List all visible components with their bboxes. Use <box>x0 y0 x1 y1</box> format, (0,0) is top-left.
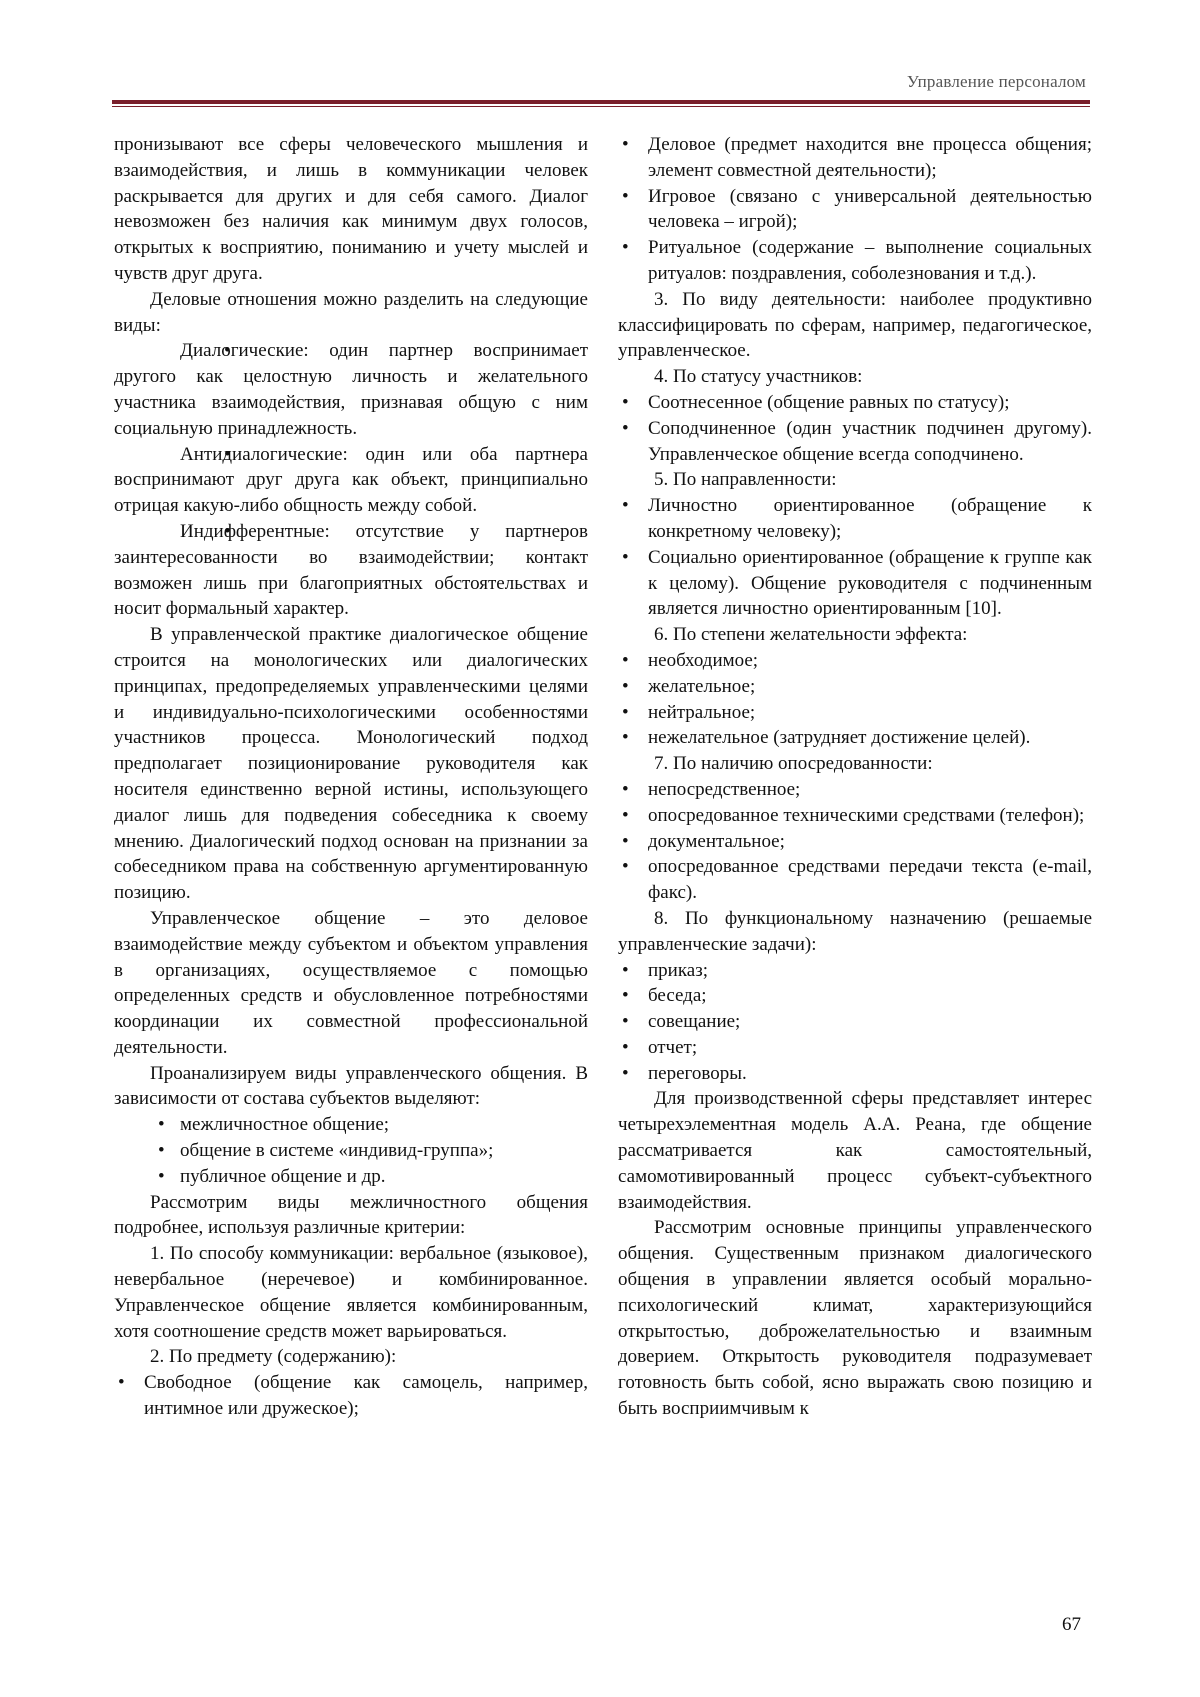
functions-list <box>618 958 1092 1087</box>
list-item: • отчет; <box>618 1035 1092 1061</box>
list-item: • совещание; <box>618 1009 1092 1035</box>
list-item: • общение в системе «индивид-группа»; <box>114 1138 588 1164</box>
list-item: • непосредственное; <box>618 777 1092 803</box>
list-item: • Антидиалогические: один или оба партнера воспринимают друг друга как объект, принципиально отрицая какую-либо общность между собой. <box>114 442 588 519</box>
list-item: • приказ; <box>618 958 1092 984</box>
paragraph: Для производственной сферы представляет интерес четырехэлементная модель А.А. Реана, где общение рассматривается как самостоятельный, самомотивированный процесс субъект-субъектного взаимодействия. <box>618 1088 1092 1213</box>
header-rule-thin <box>112 106 1090 107</box>
paragraph: В управленческой практике диалогическое общение строится на монологических или диалогических принципах, предопределяемых управленческими целями и индивидуально-психологическими особенностями участников процесса. Монологический подход предполагает позиционирование руководителя как носителя единственно верной истины, использующего диалог лишь для подведения собеседника к своему мнению. Диалогический подход основан на признании за собеседником права на собственную аргументированную позицию. <box>114 624 588 904</box>
mediation-list <box>618 777 1092 906</box>
paragraph: Проанализируем виды управленческого общения. В зависимости от состава субъектов выделяют: <box>114 1062 588 1110</box>
subject-content-list <box>114 1370 588 1422</box>
list-item: • Диалогические: один партнер воспринимает другого как целостную личность и желательного участника взаимодействия, признавая общую с ним социальную принадлежность. <box>114 338 588 441</box>
paragraph: 8. По функциональному назначению (решаемые управленческие задачи): <box>618 907 1092 955</box>
right-column <box>618 132 1092 1422</box>
paragraph: Рассмотрим основные принципы управленческого общения. Существенным признаком диалогического общения в управлении является особый морально-психологический климат, характеризующийся открытостью, доброжелательностью и взаимным доверием. Открытость руководителя подразумевает готовность быть собой, ясно выражать свою позицию и быть восприимчивым к <box>618 1217 1092 1420</box>
list-item: • Соподчиненное (один участник подчинен другому). Управленческое общение всегда соподчинено. <box>618 416 1092 468</box>
list-item: • необходимое; <box>618 648 1092 674</box>
left-column <box>114 132 588 1422</box>
list-item: • Деловое (предмет находится вне процесса общения; элемент совместной деятельности); <box>618 132 1092 184</box>
paragraph: 7. По наличию опосредованности: <box>654 753 933 775</box>
list-item: • Игровое (связано с универсальной деятельностью человека – игрой); <box>618 184 1092 236</box>
header-rule <box>112 100 1090 108</box>
list-item: • Индифферентные: отсутствие у партнеров заинтересованности во взаимодействии; контакт возможен лишь при благоприятных обстоятельствах и носит формальный характер. <box>114 519 588 622</box>
list-item: • межличностное общение; <box>114 1112 588 1138</box>
paragraph: Деловые отношения можно разделить на следующие виды: <box>114 288 588 336</box>
subjects-list <box>114 1112 588 1189</box>
list-item: • Личностно ориентированное (обращение к конкретному человеку); <box>618 493 1092 545</box>
list-item: • нежелательное (затрудняет достижение целей). <box>618 725 1092 751</box>
status-list <box>618 390 1092 467</box>
desirability-list <box>618 648 1092 751</box>
list-item: • Ритуальное (содержание – выполнение социальных ритуалов: поздравления, соболезнования и т.д.). <box>618 235 1092 287</box>
list-item: • документальное; <box>618 829 1092 855</box>
list-item: • опосредованное средствами передачи текста (e-mail, факс). <box>618 854 1092 906</box>
list-item: • Соотнесенное (общение равных по статусу); <box>618 390 1092 416</box>
list-item: • переговоры. <box>618 1061 1092 1087</box>
list-item: • опосредованное техническими средствами (телефон); <box>618 803 1092 829</box>
list-item: • нейтральное; <box>618 700 1092 726</box>
subject-content-list-cont <box>618 132 1092 287</box>
paragraph: 5. По направленности: <box>654 469 837 491</box>
paragraph: Управленческое общение – это деловое взаимодействие между субъектом и объектом управления в организациях, осуществляемое с помощью определенных средств и обусловленное потребностями координации их совместной профессиональной деятельности. <box>114 907 588 1058</box>
list-item: • публичное общение и др. <box>114 1164 588 1190</box>
paragraph: 3. По виду деятельности: наиболее продуктивно классифицировать по сферам, например, педагогическое, управленческое. <box>618 288 1092 362</box>
header-rule-thick <box>112 100 1090 104</box>
direction-list <box>618 493 1092 622</box>
page-number: 67 <box>1062 1614 1081 1635</box>
paragraph: пронизывают все сферы человеческого мышления и взаимодействия, и лишь в коммуникации человек раскрывается для других и для себя самого. Диалог невозможен без наличия как минимум двух голосов, открытых к восприятию, пониманию и учету мыслей и чувств друг друга. <box>114 134 588 284</box>
paragraph: Рассмотрим виды межличностного общения подробнее, используя различные критерии: <box>114 1191 588 1239</box>
list-item: • Свободное (общение как самоцель, например, интимное или дружеское); <box>114 1370 588 1422</box>
paragraph: 2. По предмету (содержанию): <box>150 1346 397 1368</box>
list-item: • беседа; <box>618 983 1092 1009</box>
paragraph: 1. По способу коммуникации: вербальное (языковое), невербальное (неречевое) и комбинированное. Управленческое общение является комбинированным, хотя соотношение средств может варьироваться. <box>114 1243 588 1342</box>
list-item: • Социально ориентированное (обращение к группе как к целому). Общение руководителя с подчиненным является личностно ориентированным [10]. <box>618 545 1092 622</box>
relation-types-list <box>114 338 588 622</box>
page-header <box>112 72 1090 108</box>
list-item: • желательное; <box>618 674 1092 700</box>
paragraph: 6. По степени желательности эффекта: <box>654 624 968 646</box>
running-title: Управление персоналом <box>906 72 1086 91</box>
paragraph: 4. По статусу участников: <box>654 366 863 388</box>
